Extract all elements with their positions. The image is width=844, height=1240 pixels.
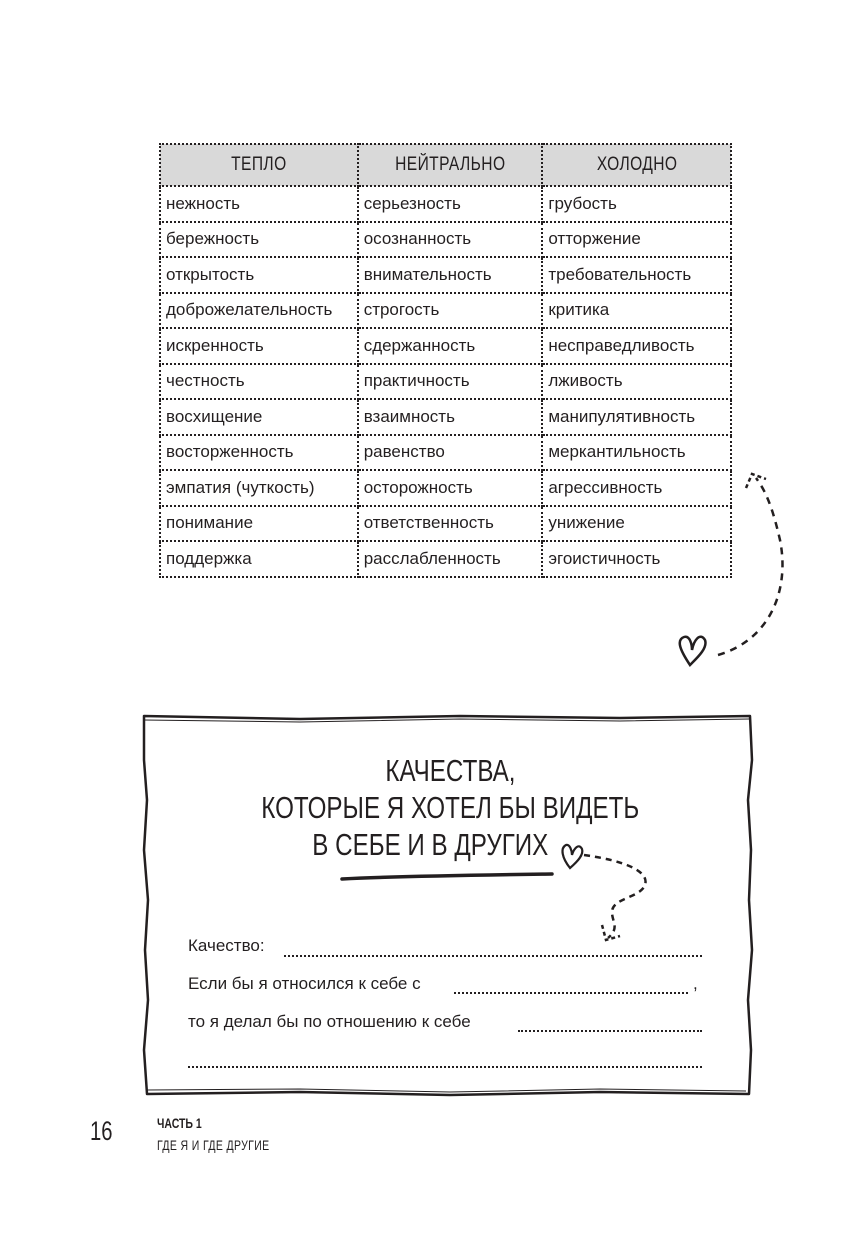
table-cell: несправедливость: [542, 328, 731, 364]
table-cell: манипулятивность: [542, 399, 731, 435]
table-cell: осознанность: [358, 222, 543, 258]
table-cell: меркантильность: [542, 435, 731, 471]
table-cell: отторжение: [542, 222, 731, 258]
card-title-line3: В СЕБЕ И В ДРУГИХ: [311, 827, 549, 862]
arrowhead-upper-icon: [746, 474, 766, 488]
table-cell: расслабленность: [358, 541, 543, 577]
header-warm: ТЕПЛО: [160, 144, 358, 186]
table-cell: требовательность: [542, 257, 731, 293]
table-cell: унижение: [542, 506, 731, 542]
table-cell: строгость: [358, 293, 543, 329]
table-cell: бережность: [160, 222, 358, 258]
then-blank[interactable]: [518, 1030, 702, 1032]
heart-icon: [680, 637, 706, 665]
continuation-blank[interactable]: [188, 1066, 702, 1068]
table-cell: практичность: [358, 364, 543, 400]
table-cell: сдержанность: [358, 328, 543, 364]
comma: ,: [693, 974, 698, 993]
table-cell: поддержка: [160, 541, 358, 577]
table-cell: равенство: [358, 435, 543, 471]
table-cell: ответственность: [358, 506, 543, 542]
card-title-line1: КАЧЕСТВА,: [384, 753, 516, 788]
chapter-label: ГДЕ Я И ГДЕ ДРУГИЕ: [157, 1137, 270, 1153]
then-label: то я делал бы по отношению к себе: [188, 1012, 471, 1031]
if-blank[interactable]: [454, 992, 688, 994]
part-label: ЧАСТЬ 1: [157, 1115, 202, 1131]
page-number: 16: [90, 1116, 113, 1146]
table-cell: искренность: [160, 328, 358, 364]
table-cell: восхищение: [160, 399, 358, 435]
header-cold: ХОЛОДНО: [542, 144, 731, 186]
table-cell: восторженность: [160, 435, 358, 471]
table-cell: осторожность: [358, 470, 543, 506]
quality-label: Качество:: [188, 936, 265, 955]
if-label: Если бы я относился к себе с: [188, 974, 421, 993]
title-underline: [342, 874, 552, 879]
table-cell: открытость: [160, 257, 358, 293]
table-cell: взаимность: [358, 399, 543, 435]
table-cell: честность: [160, 364, 358, 400]
table-cell: нежность: [160, 186, 358, 222]
table-cell: серьезность: [358, 186, 543, 222]
table-cell: доброжелательность: [160, 293, 358, 329]
dashed-arrow-upper: [718, 478, 782, 655]
dashed-arrow-lower: [584, 855, 646, 938]
table-cell: грубость: [542, 186, 731, 222]
table-cell: понимание: [160, 506, 358, 542]
table-cell: эгоистичность: [542, 541, 731, 577]
table-cell: внимательность: [358, 257, 543, 293]
arrowhead-lower-icon: [602, 925, 620, 940]
header-neutral: НЕЙТРАЛЬНО: [358, 144, 543, 186]
quality-blank[interactable]: [284, 955, 702, 957]
table-cell: агрессивность: [542, 470, 731, 506]
table-cell: лживость: [542, 364, 731, 400]
card-title-line2: КОТОРЫЕ Я ХОТЕЛ БЫ ВИДЕТЬ: [261, 790, 639, 825]
table-cell: эмпатия (чуткость): [160, 470, 358, 506]
table-cell: критика: [542, 293, 731, 329]
